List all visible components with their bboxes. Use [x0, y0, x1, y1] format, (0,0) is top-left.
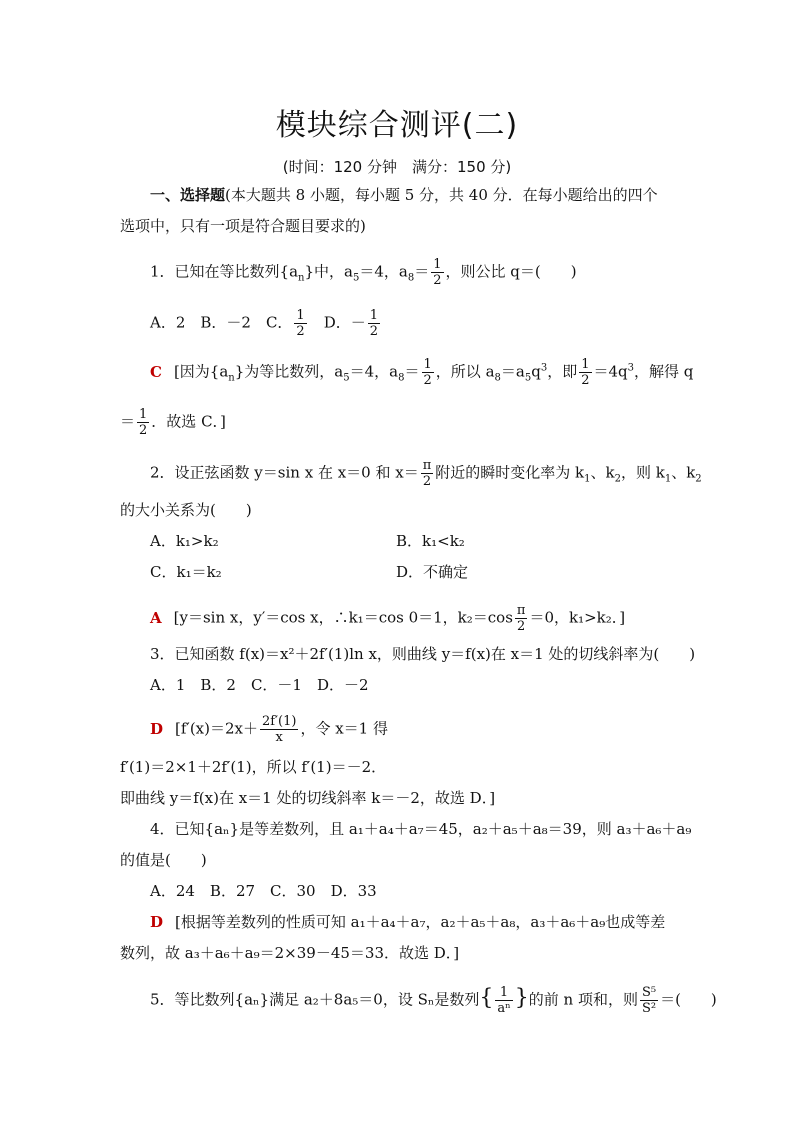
fraction: $\frac{2f'(1)}{x}$ — [262, 714, 297, 745]
fraction: $\frac{1}{\text{aⁿ}}$ — [497, 985, 511, 1016]
q3-answer-line2: f′(1)＝2×1＋2f′(1)，所以 f′(1)＝－2． — [120, 758, 387, 776]
section-heading-line — [150, 185, 658, 205]
section-intro-line2: 选项中，只有一项是符合题目要求的) — [120, 217, 366, 235]
q1-answer: C [因为$\{a_n\}$为等比数列，$a_5=4$，$a_8=$ $\frac{1}{2}$ ，所以 $a_8=a_5q^3$，即 $\frac{1}{2}$ $=4q^3$，解得 q — [150, 357, 694, 388]
page-title: 模块综合测评(二) — [275, 108, 519, 143]
q4-answer: D [根据等差数列的性质可知 a₁＋a₄＋a₇，a₂＋a₅＋a₈，a₃＋a₆＋a₉也成等差 — [150, 913, 666, 931]
fraction: $\frac{1}{2}$ — [296, 308, 305, 339]
answer-letter: D — [150, 913, 164, 931]
exam-info: (时间：120 分钟 满分：150 分) — [282, 158, 512, 176]
q1-stem: 1．已知在等比数列$\{a_n\}$中，$a_5=4$，$a_8=$ $\frac{1}{2}$ ，则公比 q＝( ) — [150, 257, 577, 288]
q2-option-d: D．不确定 — [396, 563, 469, 581]
section-intro: (本大题共 8 小题，每小题 5 分，共 40 分．在每小题给出的四个 — [225, 186, 658, 204]
q1-answer-line2: ＝ $\frac{1}{2}$ ．故选 C．] — [120, 407, 226, 438]
q2-stem: 2．设正弦函数 y＝sin x 在 x＝0 和 x＝ $\frac{\pi}{2}$ 附近的瞬时变化率为 $k_1$、$k_2$，则 $k_1$、$k_2$ — [150, 458, 702, 489]
q4-stem: 4．已知{aₙ}是等差数列，且 a₁＋a₄＋a₇＝45，a₂＋a₅＋a₈＝39，则 a₃＋a₆＋a₉ — [150, 820, 692, 838]
fraction: $\frac{1}{2}$ — [581, 357, 590, 388]
q2-option-a: A．k₁>k₂ — [150, 532, 219, 550]
q4-answer-line2: 数列，故 a₃＋a₆＋a₉＝2×39－45＝33．故选 D．] — [120, 944, 460, 962]
q5-stem: 5．等比数列{aₙ}满足 a₂＋8a₅＝0，设 Sₙ是数列{ $\frac{1}{\text{aⁿ}}$ }的前 n 项和，则 $\frac{\text{S⁵}}{\text{S²}}$ ＝( ) — [150, 985, 717, 1016]
fraction: $\frac{1}{2}$ — [423, 357, 432, 388]
fraction: $\frac{1}{2}$ — [369, 308, 379, 339]
q1-options: A．2 B．－2 C． $\frac{1}{2}$ D．－ $\frac{1}{2}$ — [150, 308, 379, 339]
q2-answer: A [y＝sin x，y′＝cos x，∴k₁＝cos 0＝1，k₂＝cos $\frac{\pi}{2}$ ＝0，k₁>k₂．] — [150, 603, 626, 634]
q4-stem-line2: 的值是( ) — [120, 851, 207, 869]
q4-options: A．24 B．27 C．30 D．33 — [150, 882, 377, 900]
section-heading: 一、选择题 — [150, 186, 226, 204]
q3-answer-line3: 即曲线 y＝f(x)在 x＝1 处的切线斜率 k＝－2，故选 D．] — [120, 789, 496, 807]
q2-option-b: B．k₁<k₂ — [396, 532, 465, 550]
fraction: $\frac{\pi}{2}$ — [516, 603, 526, 634]
fraction: $\frac{1}{2}$ — [139, 407, 148, 438]
q3-stem: 3．已知函数 f(x)＝x²＋2f′(1)ln x，则曲线 y＝f(x)在 x＝1 处的切线斜率为( ) — [150, 645, 696, 663]
answer-letter: C — [150, 362, 162, 381]
q2-stem-line2: 的大小关系为( ) — [120, 501, 252, 519]
fraction: $\frac{\pi}{2}$ — [422, 458, 432, 489]
answer-letter: D — [150, 719, 164, 738]
q3-answer: D [f′(x)＝2x＋ $\frac{2f'(1)}{x}$ ，令 x＝1 得 — [150, 714, 388, 745]
q2-option-c: C．k₁＝k₂ — [150, 563, 222, 581]
q3-options: A．1 B．2 C．－1 D．－2 — [150, 676, 369, 694]
fraction: $\frac{\text{S⁵}}{\text{S²}}$ — [641, 985, 657, 1016]
answer-letter: A — [150, 608, 162, 627]
fraction: $\frac{1}{2}$ — [433, 257, 442, 288]
